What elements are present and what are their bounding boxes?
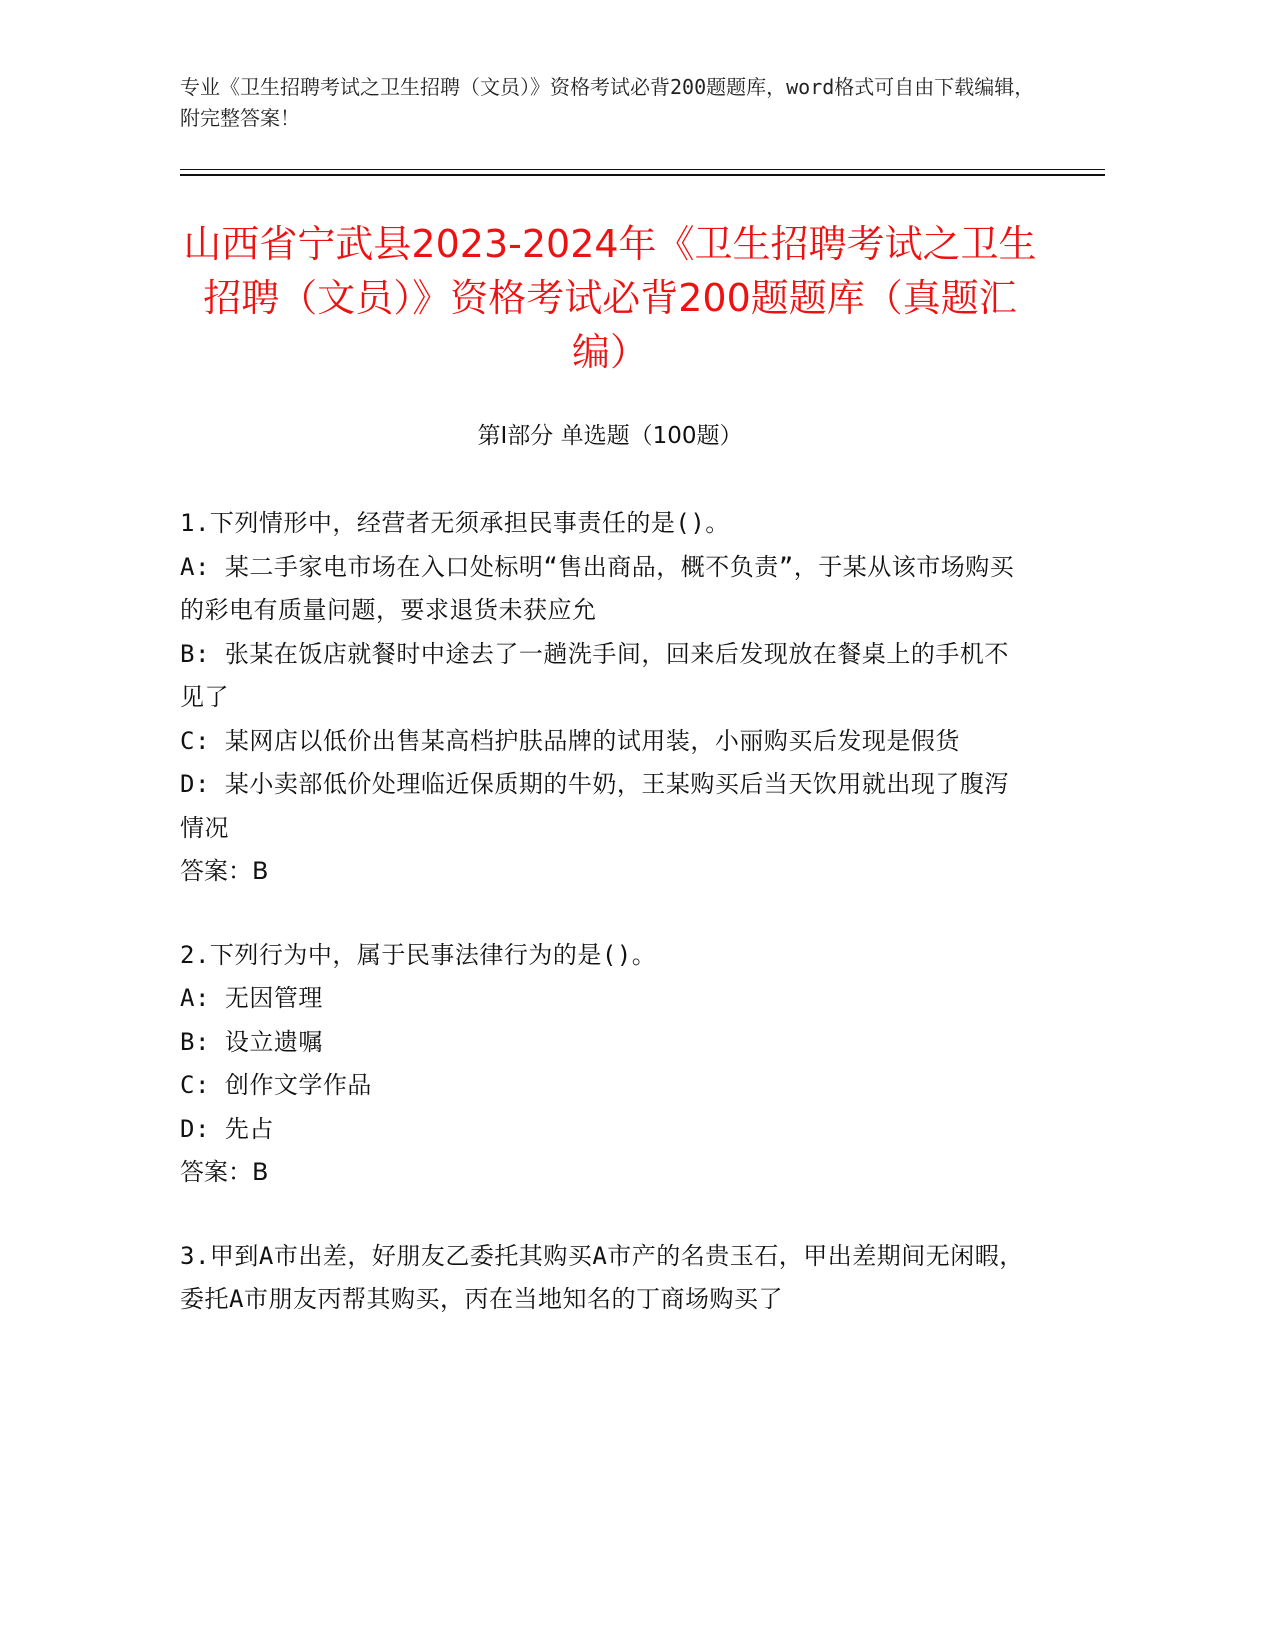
option-c: C: 创作文学作品 [180, 1071, 372, 1099]
answer: 答案：B [180, 1158, 269, 1186]
question-2 [180, 934, 1030, 1195]
section-title: 第I部分 单选题（100题） [477, 423, 743, 449]
option-b: B: 设立遗嘱 [180, 1027, 323, 1056]
question-1 [180, 502, 1030, 894]
question-3 [180, 1235, 1030, 1322]
question-stem: 2.下列行为中，属于民事法律行为的是()。 [180, 940, 657, 969]
question-list [180, 502, 1030, 1362]
option-d: D: 先占 [180, 1114, 274, 1143]
option-c: C: 某网店以低价出售某高档护肤品牌的试用装，小丽购买后发现是假货 [180, 726, 960, 755]
option-b: B: 张某在饭店就餐时中途去了一趟洗手间，回来后发现放在餐桌上的手机不见了 [180, 639, 1009, 711]
header-note: 专业《卫生招聘考试之卫生招聘（文员）》资格考试必背200题题库，word格式可自由下载编辑，附完整答案！ [180, 75, 1035, 130]
option-a: A: 无因管理 [180, 984, 323, 1012]
header-divider-thick [180, 174, 1105, 176]
header-divider-thin [180, 169, 1105, 170]
option-d: D: 某小卖部低价处理临近保质期的牛奶，王某购买后当天饮用就出现了腹泻情况 [180, 770, 1009, 842]
question-stem: 3.甲到A市出差，好朋友乙委托其购买A市产的名贵玉石，甲出差期间无闲暇，委托A市朋友丙帮其购买，丙在当地知名的丁商场购买了 [180, 1241, 1024, 1313]
answer: 答案：B [180, 857, 269, 885]
option-a: A: 某二手家电市场在入口处标明“售出商品，概不负责”，于某从该市场购买的彩电有质量问题，要求退货未获应允 [180, 552, 1015, 624]
question-stem: 1.下列情形中，经营者无须承担民事责任的是()。 [180, 509, 730, 537]
document-title: 山西省宁武县2023-2024年《卫生招聘考试之卫生招聘（文员）》资格考试必背200题题库（真题汇编） [183, 222, 1037, 374]
